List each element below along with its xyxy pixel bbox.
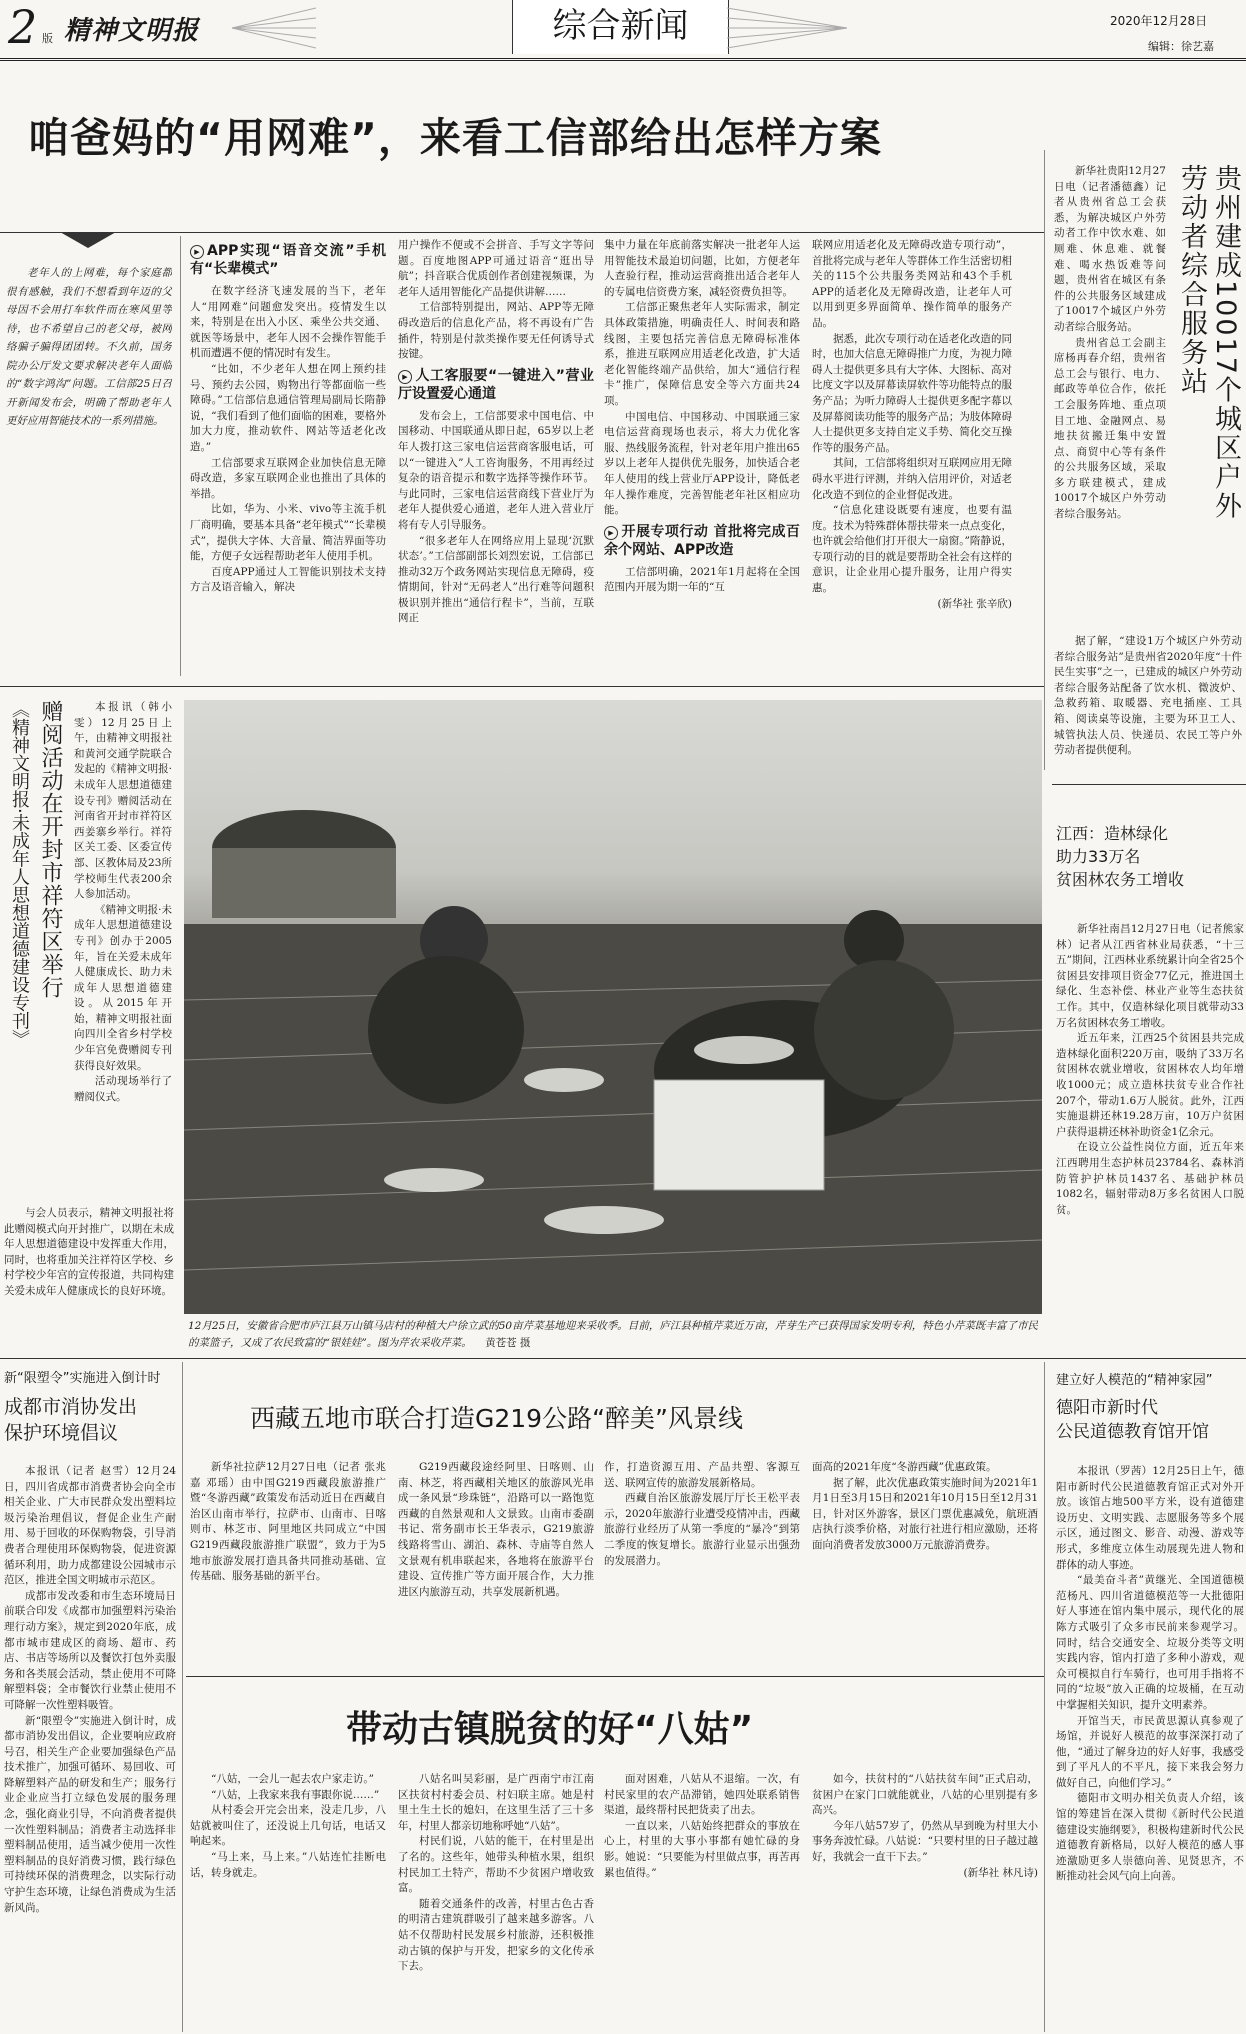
- paragraph: “八姑，上我家来我有事跟你说……”: [211, 1788, 380, 1801]
- bagu-col-2: [398, 1772, 594, 2028]
- page-label: 版: [42, 32, 53, 45]
- photo-scene: [184, 700, 1042, 1314]
- subhead-3: [604, 523, 800, 559]
- paragraph: 在设立公益性岗位方面，近五年来江西聘用生态护林员23784名、森林消防管护护林员1437名、基础护林员1082名，辐射带动8万多名贫困人口脱贫。: [1056, 1141, 1244, 1216]
- chengdu-title: [4, 1394, 137, 1446]
- bagu-col-3: [604, 1772, 800, 2028]
- paragraph: 面对困难，八姑从不退缩。一次，有村民家里的农产品滞销，她四处联系销售渠道，最终帮村民把货卖了出去。: [604, 1773, 800, 1817]
- paragraph: 成都市发改委和市生态环境局日前联合印发《成都市加强塑料污染治理行动方案》，规定到2020年底，成都市城市建成区的商场、超市、药店、书店等场所以及餐饮打包外卖服务和各类展会活动，禁止使用不可降解塑料袋；全市餐饮行业禁止使用不可降解一次性塑料吸管。: [4, 1589, 176, 1711]
- star-ornament-icon: [232, 4, 316, 52]
- paragraph: 发布会上，工信部要求中国电信、中国移动、中国联通从即日起，65岁以上老年人拨打这三家电信运营商客服电话，可以“一键进入”人工咨询服务，不用再经过复杂的语音提示和数字选择等操作环节。与此同时，三家电信运营商线下营业厅为老年人提供爱心通道，老年人进入营业厅将有专人引导服务。: [398, 409, 594, 531]
- paragraph: 随着交通条件的改善，村里古色古香的明清古建筑群吸引了越来越多游客。八姑不仅帮助村民发展乡村旅游，还积极推动古镇的保护与开发，把家乡的文化传承下去。: [398, 1897, 594, 1973]
- paragraph: “信息化建设既要有速度，也要有温度。技术为特殊群体帮扶带来一点点变化，也许就会给他们打开很大一扇窗。”隋静说，专项行动的目的就是要帮助全社会有这样的意识，让企业用心提升服务，让用户得实惠。: [812, 504, 1012, 595]
- deyang-title-line: 德阳市新时代: [1056, 1398, 1158, 1418]
- jiangxi-title-line: 助力33万名: [1056, 847, 1141, 866]
- play-icon: ▶: [604, 526, 618, 540]
- paragraph: 联网应用适老化及无障碍改造专项行动”，首批将完成与老年人等群体工作生活密切相关的115个公共服务类网站和43个手机APP的适老化及无障碍改造，让老年人可以用到更多界面简单、操作简单的服务产品。: [812, 239, 1012, 329]
- zhuanke-title: 赠阅活动在开封市祥符区举行: [38, 700, 63, 999]
- paragraph: “比如，不少老年人想在网上预约挂号、预约去公园，购物出行等都面临一些障碍。”工信部信息通信管理局副局长隋静说，“我们看到了他们面临的困难，要格外加大力度，推动软件、网站等适老化改造。”: [190, 362, 386, 453]
- subhead-2: [398, 367, 594, 403]
- bagu-col-4: [812, 1772, 1038, 2028]
- deyang-title-line: 公民道德教育馆开馆: [1056, 1422, 1209, 1442]
- jiangxi-title-line: 贫困林农务工增收: [1056, 870, 1185, 889]
- tibet-col-1: [190, 1460, 386, 1670]
- paragraph: 德阳市文明办相关负责人介绍，该馆的筹建旨在深入贯彻《新时代公民道德建设实施纲要》，积极构建新时代公民道德教育新格局，以好人模范的感人事迹激励更多人崇德向善、见贤思齐，不断推动社会风气向上向善。: [1056, 1792, 1244, 1883]
- paragraph: “马上来，马上来。”八姑连忙挂断电话，转身就走。: [190, 1850, 386, 1879]
- subhead-1: [190, 242, 386, 278]
- issue-date: 2020年12月28日: [1110, 14, 1208, 28]
- editor-credit: 编辑：徐艺嘉: [1148, 40, 1214, 53]
- tibet-col-3: [604, 1460, 800, 1670]
- section-box: [512, 0, 729, 54]
- bagu-col-1: [190, 1772, 386, 2028]
- intro-arrow-icon: [60, 232, 116, 248]
- main-col-4: [812, 238, 1012, 676]
- byline: (新华社 林凡诗): [963, 1866, 1038, 1879]
- main-col-3: [604, 238, 800, 676]
- paragraph: 比如，华为、小米、vivo等主流手机厂商明确，要基本具备“老年模式”“长辈模式”，提供大字体、大音量、简洁界面等功能，方便子女远程帮助老年人使用手机。: [190, 503, 386, 563]
- paragraph: 与会人员表示，精神文明报社将此赠阅模式向开封推广，以期在未成年人思想道德建设中发挥重大作用，同时，也将重加关注祥符区学校、乡村学校少年宫的宣传报道，共同构建关爱未成年人健康成长的良好环境。: [4, 1207, 174, 1297]
- paragraph: 用户操作不便或不会拼音、手写文字等问题。百度地图APP可通过语音“逛出导航”；抖音联合优质创作者创建视频课，为老年人适用智能化产品提供讲解……: [398, 239, 594, 298]
- paragraph: 中国电信、中国移动、中国联通三家电信运营商现场也表示，将大力优化客服、热线服务流程，针对老年用户推出65岁以上老年人提供优先服务，加快适合老年人使用的线上营业厅APP设计，降低老年人操作难度，完善智能老年社区相应功能。: [604, 410, 800, 517]
- bagu-title: 带动古镇脱贫的好“八姑”: [346, 1709, 754, 1750]
- tibet-title: 西藏五地市联合打造G219公路“醉美”风景线: [250, 1404, 743, 1433]
- paragraph: 《精神文明报·未成年人思想道德建设专刊》创办于2005年，旨在关爱未成年人健康成长、助力未成年人思想道德建设。从2015年开始，精神文明报社面向四川全省乡村学校少年宫免费赠阅专刊获得良好效果。: [74, 903, 172, 1072]
- chengdu-title-line: 成都市消协发出: [4, 1396, 138, 1418]
- paragraph: “很多老年人在网络应用上显现‘沉默状态’。”工信部副部长刘烈宏说，工信部已推动32万个政务网站实现信息无障碍，疫情期间，针对“无码老人”出行难等问题积极识别并推出“通信行程卡”，当前，互联网正: [398, 534, 594, 625]
- paragraph: 村民们说，八姑的能干，在村里是出了名的。这些年，她带头种植水果，组织村民加工土特产，帮助不少贫困户增收致富。: [398, 1835, 594, 1895]
- paragraph: 据了解，“建设1万个城区户外劳动者综合服务站”是贵州省2020年度“十件民生实事”之一，已建成的城区户外劳动者综合服务站配备了饮水机、微波炉、急救药箱、取暖器、充电插座、工具箱、阅读桌等设施，主要为环卫工人、城管执法人员、快递员、农民工等户外劳动者提供便利。: [1054, 635, 1242, 757]
- caption-text: 12月25日，安徽省合肥市庐江县万山镇马店村的种植大户徐立武的50亩芹菜基地迎来采收季。目前，庐江县种植芹菜近万亩，芹芽生产已获得国家发明专利，特色小芹菜既丰富了市民的菜篮子，又成了农民致富的“银娃娃”。图为芹农采收芹菜。: [188, 1320, 1038, 1349]
- main-col-2: [398, 238, 594, 676]
- paragraph: 新“限塑令”实施进入倒计时，成都市消协发出倡议，企业要响应政府号召，相关生产企业要加强绿色产品技术推广，加强可循环、易回收、可降解塑料产品的研发和生产；服务行业企业应当打立绿色发展的服务理念，强化商业引导，不向消费者提供一次性塑料制品；消费者主动选择非塑料制品使用，适当减少使用一次性塑料制品的良好消费习惯，践行绿色可持续环保的消费理念，以实际行动守护生态环境，让绿色消费成为生活新风尚。: [4, 1714, 176, 1914]
- paper-name: 精神文明报: [64, 16, 200, 46]
- paragraph: 从村委会开完会出来，没走几步，八姑就被叫住了，还没说上几句话，电话又响起来。: [190, 1804, 386, 1848]
- guizhou-title: 贵州建成10017个城区户外劳动者综合服务站: [1176, 164, 1241, 521]
- paragraph: 百度APP通过人工智能识别技术支持方言及语音输入，解决: [190, 565, 386, 594]
- page-number: 2: [8, 0, 38, 54]
- section-title: 综合新闻: [552, 6, 689, 46]
- paragraph: 工信部特别提出，网站、APP等无障碍改造后的信息化产品，将不再设有广告插件，特别是付款类操作要无任何诱导式按键。: [398, 301, 594, 361]
- paragraph: 贵州省总工会副主席杨再春介绍，贵州省总工会与银行、电力、邮政等单位合作，依托工会服务阵地、重点项目工地、金融网点、易地扶贫搬迁集中安置点、商贸中心等有条件的公共服务区域，采取多方联建模式，建成10017个城区户外劳动者综合服务站。: [1054, 336, 1166, 521]
- paragraph: 八姑名叫吴彩丽，是广西南宁市江南区扶贫村村委会员、村妇联主席。她是村里土生土长的媳妇，在这里生活了三十多年，村里人都亲切地称呼她“八姑”。: [398, 1773, 594, 1832]
- paragraph: 西藏自治区旅游发展厅厅长王松平表示，2020年旅游行业遭受疫情冲击，西藏旅游行业经历了从第一季度的“暴冷”到第二季度的恢复增长。旅游行业显示出强劲的发展潜力。: [604, 1492, 800, 1567]
- paragraph: 本报讯（韩小雯）12月25日上午，由精神文明报社和黄河交通学院联合发起的《精神文明报·未成年人思想道德建设专刊》赠阅活动在河南省开封市祥符区西姜寨乡举行。祥符区关工委、区委宣传部、区教体局及23所学校师生代表200余人参加活动。: [74, 701, 172, 901]
- tibet-col-2: [398, 1460, 594, 1670]
- paragraph: 在数字经济飞速发展的当下，老年人“用网难”问题愈发突出。疫情发生以来，特别是在出入小区、乘坐公共交通、就医等场景中，老年人因不会操作智能手机而遭遇不便的情况时有发生。: [190, 285, 386, 360]
- jiangxi-body: [1056, 922, 1244, 1288]
- paragraph: 作，打造资源互用、产品共塑、客源互送、联网宣传的旅游发展新格局。: [604, 1461, 800, 1489]
- paragraph: G219西藏段途经阿里、日喀则、山南、林芝，将西藏相关地区的旅游风光串成一条风景“珍珠链”，沿路可以一路饱览西藏的自然景观和人文景致。山南市委副书记、常务副市长王华表示，G219旅游线路将雪山、湖泊、森林、寺庙等自然人文景观有机串联起来，各地将在旅游平台建设、宣传推广等方面开展合作，大力推进区内旅游互动，共享发展新机遇。: [398, 1461, 594, 1598]
- paragraph: 集中力量在年底前落实解决一批老年人运用智能技术最迫切问题，比如，方便老年人查验行程，推动运营商推出适合老年人的专属电信资费方案，减轻资费负担等。: [604, 239, 800, 298]
- subhead-1-text: APP实现“语音交流”手机有“长辈模式”: [190, 243, 386, 277]
- main-intro: [6, 264, 172, 524]
- paragraph: 活动现场举行了赠阅仪式。: [74, 1075, 172, 1103]
- guizhou-body-1: [1054, 164, 1166, 630]
- paragraph: 近五年来，江西25个贫困县共完成造林绿化面积220万亩，吸纳了33万名贫困林农就业增收，贫困林农人均年增收1000元；成立造林扶贫专业合作社207个，带动1.6万人脱贫。此外，江西实施退耕还林19.28万亩，10万户贫困户获得退耕还林补助资金1亿余元。: [1056, 1032, 1244, 1138]
- paragraph: 今年八姑57岁了，仍然从早到晚为村里大小事务奔波忙碌。八姑说：“只要村里的日子越过越好，我就会一直干下去。”: [812, 1819, 1038, 1863]
- paragraph: 本报讯（罗茜）12月25日上午，德阳市新时代公民道德教育馆正式对外开放。该馆占地500平方米，设有道德建设历史、文明实践、志愿服务等多个展示区，通过图文、影音、动漫、游戏等形式，多维度立体生动展现先进人物和群体的动人事迹。: [1056, 1465, 1244, 1571]
- paragraph: “八姑，一会儿一起去农户家走访。”: [211, 1773, 374, 1785]
- chengdu-body: [4, 1464, 176, 2024]
- paragraph: 工信部正聚焦老年人实际需求，制定具体政策措施，明确责任人、时间表和路线图，主要包括完善信息无障碍标准体系，推进互联网应用适老化改造，扩大适老化智能终端产品供给，加大“通信行程卡”推广，保障信息安全等六方面共24项。: [604, 301, 800, 407]
- guizhou-body-2: [1054, 634, 1242, 774]
- main-col-1: [190, 238, 386, 676]
- intro-text: 老年人的上网难，每个家庭都很有感触，我们不想看到年迈的父母因不会用打车软件而在寒风里等待，也不希望自己的老父母，被网络骗子骗得团团转。不久前，国务院办公厅发文要求解决老年人面临的“数字鸿沟”问题。工信部25日召开新闻发布会，明确了帮助老年人更好应用智能技术的一系列措施。: [6, 267, 172, 427]
- jiangxi-title-line: 江西：造林绿化: [1056, 824, 1169, 843]
- play-icon: ▶: [398, 370, 412, 384]
- jiangxi-title: [1056, 822, 1242, 891]
- deyang-body: [1056, 1464, 1244, 2026]
- photo-credit: 黄苍苍 摄: [485, 1337, 531, 1349]
- paragraph: 据悉，此次专项行动在适老化改造的同时，也加大信息无障碍推广力度，为视力障碍人士提供更多具有大字体、大图标、高对比度文字以及屏幕读屏软件等功能特点的服务产品；为听力障碍人士提供更多配字幕以及屏幕阅读功能等的服务产品；为肢体障碍人士提供更多支持自定义手势、简化交互操作等的服务产品。: [812, 332, 1012, 454]
- main-headline: 咱爸妈的“用网难”，来看工信部给出怎样方案: [28, 114, 882, 162]
- paragraph: 新华社拉萨12月27日电（记者 张兆嘉 邓瑶）由中国G219西藏段旅游推广暨“冬游西藏”政策发布活动近日在西藏自治区山南市举行，拉萨市、山南市、日喀则市、林芝市、阿里地区共同成立“中国G219西藏段旅游推广联盟”，致力于为5地市旅游发展打造具备共同推动基础、宣传基础、服务基础的新平台。: [190, 1461, 386, 1583]
- zhuanke-body-2: [4, 1206, 174, 1316]
- paragraph: 如今，扶贫村的“八姑扶贫车间”正式启动，贫困户在家门口就能就业，八姑的心里别提有多高兴。: [812, 1773, 1038, 1817]
- byline: (新华社 张辛欣): [937, 597, 1012, 610]
- paragraph: 开馆当天，市民黄思源认真参观了场馆，并说好人模范的故事深深打动了他，“通过了解身边的好人好事，我感受到了平凡人的不平凡，接下来我会努力做好自己，向他们学习。”: [1056, 1714, 1244, 1789]
- paragraph: 一直以来，八姑始终把群众的事放在心上，村里的大事小事都有她忙碌的身影。她说：“只要能为村里做点事，再苦再累也值得。”: [604, 1819, 800, 1879]
- news-photo: [184, 700, 1042, 1314]
- deyang-title: [1056, 1396, 1209, 1444]
- photo-caption: [188, 1318, 1038, 1354]
- paragraph: 工信部要求互联网企业加快信息无障碍改造，多家互联网企业也推出了具体的举措。: [190, 456, 386, 500]
- subhead-3-text: 开展专项行动 首批将完成百余个网站、APP改造: [604, 523, 800, 558]
- paragraph: 新华社南昌12月27日电（记者熊家林）记者从江西省林业局获悉，“十三五”期间，江西林业系统累计向全省25个贫困县安排项目资金77亿元，推进国土绿化、生态补偿、林业产业等生态扶贫工作。其中，仅造林绿化项目就带动33万名贫困林农务工增收。: [1056, 923, 1244, 1029]
- section-ornament-right: [727, 4, 847, 52]
- zhuanke-body-1: [74, 700, 172, 1200]
- play-icon: ▶: [190, 245, 204, 259]
- paragraph: 据了解，此次优惠政策实施时间为2021年1月1日至3月15日和2021年10月15日至12月31日，针对区外游客，景区门票优惠减免，航班酒店执行淡季价格，对旅行社进行相应激励，还将面向消费者发放3000万元旅游消费券。: [812, 1476, 1038, 1551]
- masthead: [0, 0, 1246, 58]
- chengdu-kicker: 新“限塑令”实施进入倒计时: [4, 1371, 161, 1386]
- paragraph: 工信部明确，2021年1月起将在全国范围内开展为期一年的“互: [604, 565, 800, 594]
- subhead-2-text: 人工客服要“一键进入”营业厅设置爱心通道: [398, 367, 594, 402]
- chengdu-title-line: 保护环境倡议: [4, 1422, 119, 1444]
- paragraph: 其间，工信部将组织对互联网应用无障碍水平进行评测，并纳入信用评价，对适老化改造不到位的企业督促改进。: [812, 457, 1012, 501]
- paragraph: 面高的2021年度“冬游西藏”优惠政策。: [812, 1461, 997, 1473]
- paragraph: 新华社贵阳12月27日电（记者潘德鑫）记者从贵州省总工会获悉，为解决城区户外劳动者工作中饮水难、如厕难、休息难、就餐难、喝水热饭难等问题，贵州省在城区有条件的公共服务区域建成了10017个城区户外劳动者综合服务站。: [1054, 165, 1166, 333]
- zhuanke-subtitle: 《精神文明报·未成年人思想道德建设专刊》: [9, 700, 30, 1048]
- paragraph: 本报讯（记者 赵雪）12月24日，四川省成都市消费者协会向全市相关企业、广大市民群众发出塑料垃圾污染治理倡议，督促企业生产耐用、易于回收的环保购物袋，引导消费者合理使用环保购物袋，促进资源循环利用，助力成都建设公园城市示范区，推进全国文明城市示范区。: [4, 1465, 176, 1587]
- paragraph: “最美奋斗者”黄继光、全国道德模范杨凡、四川省道德模范等一大批德阳好人事迹在馆内集中展示，现代化的展陈方式吸引了众多市民前来参观学习。同时，结合交通安全、垃圾分类等文明实践内容，馆内打造了多种小游戏，观众可模拟自行车骑行，也可用手指将不同的“垃圾”放入正确的垃圾桶，在互动中掌握相关知识，提升文明素养。: [1056, 1574, 1244, 1711]
- tibet-col-4: [812, 1460, 1038, 1670]
- deyang-kicker: 建立好人模范的“精神家园”: [1056, 1373, 1213, 1388]
